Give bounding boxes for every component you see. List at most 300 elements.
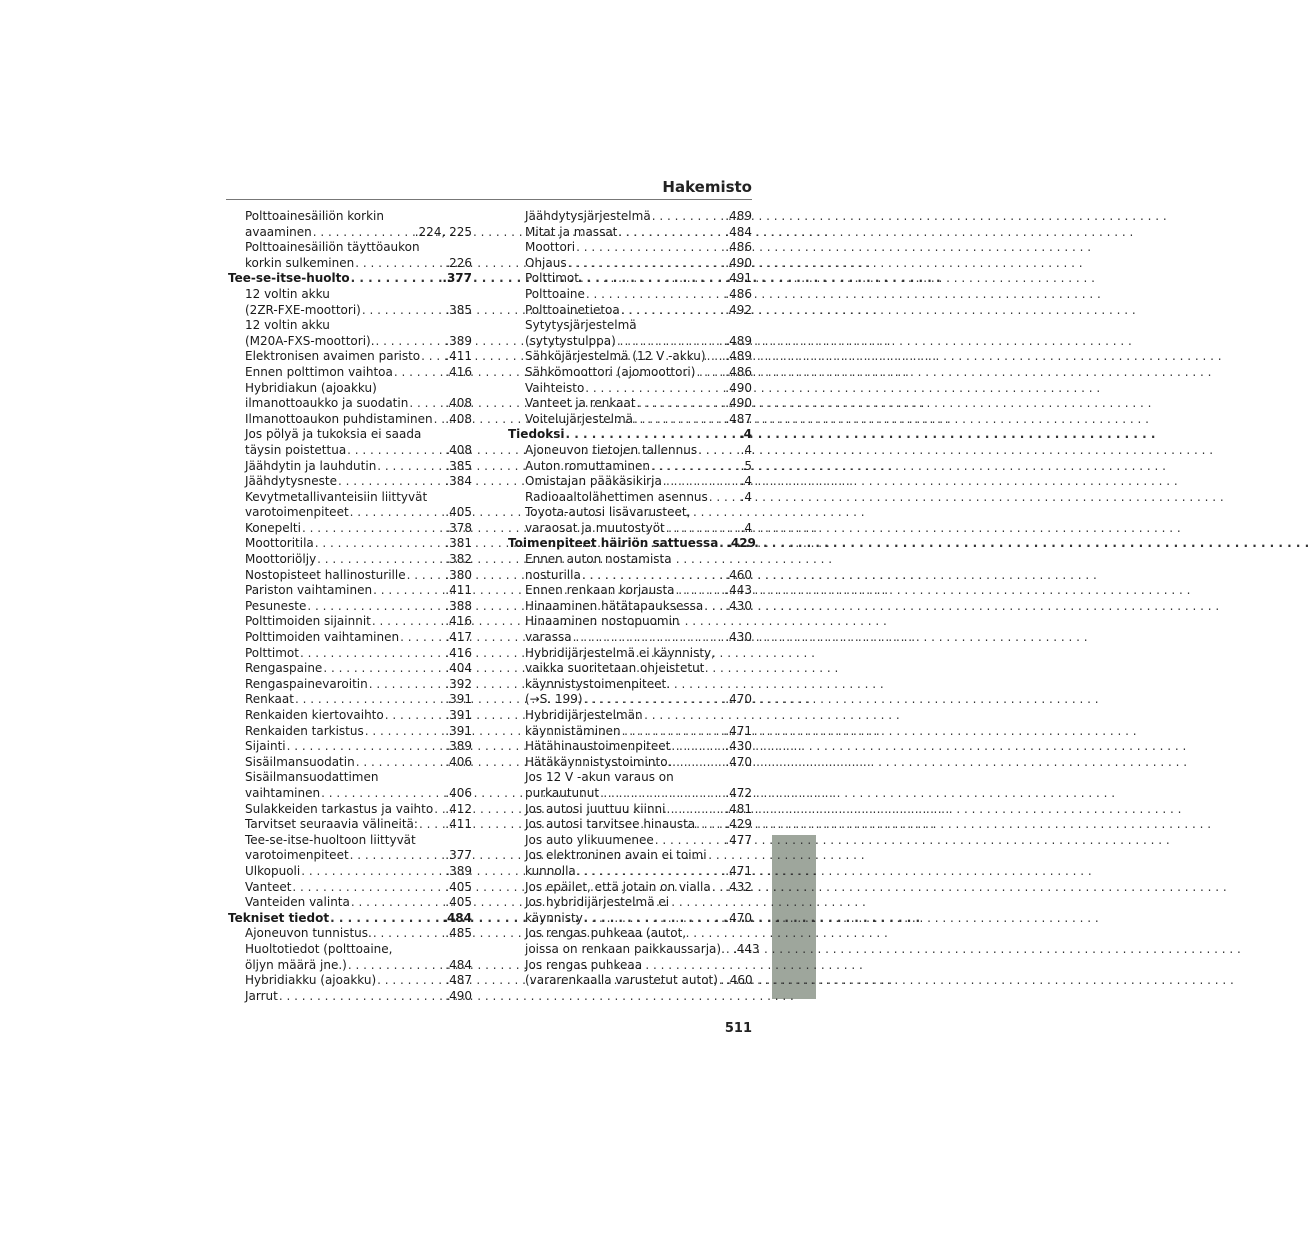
dot-leader [368, 677, 446, 693]
dot-leader [384, 708, 446, 724]
index-entry [228, 536, 472, 552]
page-ref: .470 [725, 754, 752, 769]
dot-leader [320, 786, 445, 802]
index-entry [508, 941, 760, 958]
index-entry [228, 833, 472, 849]
index-entry [508, 521, 752, 537]
dot-leader [666, 802, 726, 818]
index-entry [228, 802, 472, 818]
entry-text: Sijainti [245, 739, 286, 754]
entry-text: purkautunut [525, 785, 600, 800]
page-ref: .491 [725, 271, 752, 286]
page-ref: .412 [445, 801, 472, 816]
entry-text: Toimenpiteet häiriön sattuessa [508, 536, 719, 551]
index-heading [228, 911, 472, 927]
entry-text: Auton romuttaminen [525, 458, 650, 473]
page-ref: .484 [442, 910, 472, 925]
index-entry [508, 599, 752, 615]
index-entry [228, 583, 472, 599]
entry-text: Polttimoiden sijainnit [245, 614, 371, 629]
index-entry [228, 240, 472, 256]
dot-leader [633, 412, 725, 428]
entry-text: Sähkömoottori (ajomoottori) [525, 364, 696, 379]
dot-leader [433, 802, 445, 818]
entry-text: Hinaaminen hätätapauksessa [525, 598, 704, 613]
dot-leader [376, 973, 445, 989]
dot-leader [364, 724, 446, 740]
entry-text: Tee-se-itse-huolto [228, 271, 350, 286]
page-ref: .385 [445, 458, 472, 473]
dot-leader [706, 349, 726, 365]
page-ref: .490 [725, 255, 752, 270]
page-ref: .405 [445, 895, 472, 910]
index-entry [228, 412, 472, 428]
entry-text: (→S. 199) [525, 692, 583, 707]
index-entry [508, 614, 752, 630]
entry-text: Omistajan pääkäsikirja [525, 474, 662, 489]
dot-leader [349, 505, 446, 521]
entry-text: Rengaspaine [245, 661, 323, 676]
page-ref: .486 [725, 286, 752, 301]
section-title: Hakemisto [662, 178, 752, 196]
dot-leader [316, 552, 445, 568]
page-ref: .429 [725, 817, 752, 832]
dot-leader [294, 692, 445, 708]
entry-text: Radioaaltolähettimen asennus [525, 489, 708, 504]
index-heading [508, 536, 756, 552]
page-ref: .391 [445, 708, 472, 722]
index-entry [228, 568, 472, 584]
entry-text: kunnolla [525, 863, 576, 878]
page-ref: .389 [445, 863, 472, 878]
page-ref: .430 [725, 630, 752, 645]
page-ref: .5 [740, 458, 752, 473]
page-ref: .377 [445, 848, 472, 863]
dot-leader [636, 396, 726, 412]
dot-leader [291, 880, 445, 896]
index-entry [508, 583, 752, 599]
entry-text: Jarrut [245, 988, 278, 1003]
index-entry [508, 880, 752, 896]
entry-text: Vaihteisto [525, 380, 585, 395]
dot-leader [299, 646, 445, 662]
entry-text: vaikka suoritetaan ohjeistetut [525, 661, 705, 676]
entry-text: Jos autosi tarvitsee hinausta [525, 817, 696, 832]
index-entry [508, 817, 752, 833]
entry-text: Sisäilmansuodatin [245, 754, 355, 769]
entry-text: Ulkopuoli [245, 863, 301, 878]
index-entry [228, 490, 472, 506]
index-entry [508, 443, 752, 459]
dot-leader [695, 365, 725, 381]
entry-text: Ohjaus [525, 255, 567, 270]
index-entry [508, 505, 752, 521]
entry-text: Ajoneuvon tunnistus. [245, 926, 372, 941]
entry-text: Tee-se-itse-huoltoon liittyvät [245, 832, 416, 847]
page-ref: .470 [725, 692, 752, 707]
index-entry [228, 973, 472, 989]
page-ref: .408 [445, 442, 472, 457]
index-entry [228, 318, 472, 334]
entry-text: 12 voltin akku [245, 318, 330, 333]
index-entry [228, 396, 472, 412]
entry-text: Polttoainesäiliön korkin [245, 209, 384, 223]
entry-text: Polttoainetietoa [525, 302, 620, 317]
index-entry [508, 786, 752, 802]
page-ref: .391 [445, 692, 472, 707]
index-entry [228, 926, 472, 942]
page-ref: .460 [725, 567, 752, 582]
page-ref: .485 [445, 926, 472, 941]
dot-leader [711, 880, 726, 896]
dot-leader [662, 474, 741, 490]
entry-text: Sähköjärjestelmä (12 V -akku) [525, 349, 706, 364]
index-entry [508, 802, 752, 818]
entry-text: Voitelujärjestelmä [525, 411, 634, 426]
index-column-left [228, 209, 472, 1004]
index-entry [508, 833, 752, 849]
index-entry [228, 646, 472, 662]
index-entry [508, 349, 752, 365]
index-entry [228, 459, 472, 475]
entry-text: Pesuneste [245, 598, 307, 613]
entry-text: Huoltotiedot (polttoaine, [245, 941, 393, 956]
index-entry [228, 614, 472, 630]
entry-text: korkin sulkeminen [245, 255, 355, 270]
index-entry [228, 724, 472, 740]
index-entry [228, 942, 472, 958]
entry-text: Jos auto ylikuumenee [525, 832, 654, 847]
entry-text: avaaminen [245, 224, 312, 239]
dot-leader [337, 474, 445, 490]
page-ref: .486 [725, 364, 752, 379]
index-entry [228, 427, 472, 443]
index-entry [508, 412, 752, 428]
page-ref: .384 [445, 474, 472, 489]
dot-leader [572, 630, 726, 646]
index-entry [508, 303, 752, 319]
entry-text: varaosat ja muutostyöt [525, 520, 665, 535]
dot-leader [376, 459, 445, 475]
entry-text: Jos 12 V -akun varaus on [525, 770, 674, 785]
index-entry [228, 552, 472, 568]
entry-text: Ennen renkaan korjausta [525, 583, 675, 598]
index-entry [228, 817, 472, 833]
dot-leader [725, 942, 733, 958]
index-entry [508, 677, 752, 693]
entry-text: Vanteet [245, 879, 292, 894]
page-ref: .416 [445, 364, 472, 379]
dot-leader [620, 303, 726, 319]
page-ref: .430 [725, 739, 752, 754]
index-entry [228, 989, 472, 1005]
dot-leader [393, 365, 445, 381]
entry-text: Jäähdytin ja lauhdutin [245, 458, 377, 473]
dot-leader [695, 817, 725, 833]
dot-leader [617, 225, 725, 241]
dot-leader [670, 739, 725, 755]
entry-text: Moottori [525, 240, 576, 255]
index-heading [508, 427, 752, 443]
entry-text: (M20A-FXS-moottori). [245, 333, 375, 348]
entry-text: Hybridiakun (ajoakku) [245, 380, 377, 395]
index-entry [228, 303, 472, 319]
dot-leader [350, 895, 445, 911]
entry-text: Hätähinaustoimenpiteet [525, 739, 671, 754]
index-entry [508, 381, 752, 397]
dot-leader [697, 443, 740, 459]
page-ref: .404 [445, 661, 472, 676]
index-entry [508, 630, 752, 646]
dot-leader [406, 568, 446, 584]
page-ref: .385 [445, 302, 472, 317]
entry-text: Polttimot [525, 271, 579, 286]
page-ref: .486 [725, 240, 752, 255]
page-ref: .490 [725, 396, 752, 411]
index-entry [228, 381, 472, 397]
entry-text: Konepelti [245, 520, 301, 535]
page-ref: .484 [725, 224, 752, 239]
page-ref: .411 [445, 817, 472, 832]
index-entry [508, 459, 752, 475]
index-entry [508, 848, 752, 864]
dot-leader [576, 864, 726, 880]
page-ref: .408 [445, 396, 472, 411]
page-ref: .408 [445, 411, 472, 426]
index-entry [508, 911, 752, 927]
entry-text: Jos rengas puhkeaa [525, 957, 643, 972]
entry-text: Polttimoiden vaihtaminen [245, 630, 400, 645]
index-entry [228, 848, 472, 864]
index-entry [508, 225, 752, 241]
page-ref: .487 [725, 411, 752, 426]
page-ref: .477 [725, 832, 752, 847]
index-entry [508, 474, 752, 490]
dot-leader [650, 459, 741, 475]
dot-leader [322, 661, 445, 677]
entry-text: Toyota-autosi lisävarusteet, [525, 505, 691, 520]
dot-leader [703, 599, 725, 615]
index-entry [508, 958, 752, 974]
index-entry [508, 708, 752, 724]
dot-leader [361, 303, 445, 319]
dot-leader [306, 599, 445, 615]
entry-text: Sulakkeiden tarkastus ja vaihto [245, 801, 434, 816]
dot-leader [708, 490, 741, 506]
entry-text: Kevytmetallivanteisiin liittyvät [245, 489, 428, 504]
page-ref: .443 [732, 941, 760, 956]
dot-leader [278, 989, 445, 1005]
entry-text: käynnistäminen [525, 723, 621, 738]
entry-text: Renkaiden tarkistus [245, 723, 364, 738]
entry-text: (2ZR-FXE-moottori) [245, 302, 361, 317]
entry-text: 12 voltin akku [245, 286, 330, 301]
entry-text: varotoimenpiteet [245, 505, 349, 520]
page-ref: .416 [445, 614, 472, 629]
page-ref: .481 [725, 801, 752, 816]
entry-text: Polttoaine [525, 286, 585, 301]
dot-leader [347, 958, 445, 974]
index-entry [508, 973, 752, 989]
index-entry [228, 443, 472, 459]
entry-text: Jos rengas puhkeaa (autot, [525, 926, 687, 941]
dot-leader [355, 755, 446, 771]
index-entry [508, 490, 752, 506]
page-ref: .4 [740, 520, 752, 535]
entry-text: Rengaspainevaroitin [245, 676, 368, 691]
page-ref: .389 [445, 739, 472, 754]
page-ref: .406 [445, 754, 472, 769]
dot-leader [584, 381, 725, 397]
entry-text: Ennen polttimon vaihtoa [245, 364, 393, 379]
index-entry [508, 739, 752, 755]
page-ref: .460 [725, 973, 753, 988]
dot-leader [372, 583, 445, 599]
index-entry [508, 287, 752, 303]
entry-text: Jos hybridijärjestelmä ei [525, 895, 670, 910]
entry-text: Jos pölyä ja tukoksia ei saada [245, 427, 422, 442]
index-entry [228, 692, 472, 708]
entry-text: täysin poistettua [245, 442, 347, 457]
index-entry [508, 552, 752, 568]
entry-text: Moottoriöljy [245, 552, 317, 567]
index-entry [228, 474, 472, 490]
page-ref: .430 [725, 598, 752, 613]
entry-text: Polttimot [245, 645, 299, 660]
index-entry [508, 240, 752, 256]
index-entry [228, 770, 472, 786]
index-entry [228, 599, 472, 615]
page-ref: .471 [725, 723, 752, 738]
entry-text: Jos autosi juuttuu kiinni [525, 801, 666, 816]
entry-text: nosturilla [525, 567, 581, 582]
entry-text: Tarvitset seuraavia välineitä: [245, 817, 418, 832]
dot-leader [565, 427, 740, 443]
entry-text: käynnisty [525, 910, 583, 925]
entry-text: Ajoneuvon tietojen tallennus [525, 442, 698, 457]
page-ref: .388 [445, 598, 472, 613]
index-heading [228, 271, 472, 287]
index-entry [228, 630, 472, 646]
index-column-right [508, 209, 760, 989]
index-entry [508, 646, 752, 662]
dot-leader [286, 739, 446, 755]
page-ref: .489 [725, 349, 752, 364]
dot-leader [621, 724, 726, 740]
entry-text: Renkaiden kiertovaihto [245, 708, 384, 722]
dot-leader [675, 583, 726, 599]
page-ref: .391 [445, 723, 472, 738]
page-ref: .389 [445, 333, 472, 348]
entry-text: (sytytystulppa) [525, 333, 616, 348]
entry-text: Renkaat [245, 692, 294, 707]
page-ref: .4 [739, 427, 752, 442]
index-entry [228, 225, 472, 241]
page-ref: .378 [445, 520, 472, 535]
dot-leader [575, 240, 725, 256]
dot-leader [314, 536, 445, 552]
page-ref: .4 [740, 489, 752, 504]
entry-text: ilmanottoaukko ja suodatin [245, 396, 409, 411]
dot-leader [312, 225, 415, 241]
page-ref: .405 [445, 879, 472, 894]
dot-leader [581, 568, 725, 584]
dot-leader [567, 256, 726, 272]
page-ref: .380 [445, 567, 472, 582]
dot-leader [371, 614, 445, 630]
dot-leader [583, 911, 725, 927]
entry-text: Sytytysjärjestelmä [525, 318, 637, 333]
entry-text: Tekniset tiedot [228, 910, 330, 925]
dot-leader [372, 926, 445, 942]
entry-text: Jos elektroninen avain ei toimi [525, 848, 707, 863]
dot-leader [718, 973, 726, 989]
entry-text: Polttoainesäiliön täyttöaukon [245, 240, 420, 255]
entry-text: Tiedoksi [508, 427, 565, 442]
page-ref: .382 [445, 552, 472, 567]
entry-text: Hybridijärjestelmän [525, 708, 643, 722]
page-ref: .490 [445, 988, 472, 1003]
page-ref: .224, 225 [414, 224, 472, 239]
index-entry [228, 334, 472, 350]
page-ref: .432 [725, 879, 752, 894]
dot-leader [671, 755, 725, 771]
index-entry [508, 724, 752, 740]
index-entry [228, 365, 472, 381]
entry-text: Vanteet ja renkaat [525, 396, 636, 411]
entry-text: Ennen auton nostamista [525, 552, 672, 567]
dot-leader [329, 911, 442, 927]
page-ref: .411 [445, 583, 472, 598]
entry-text: Jos epäilet, että jotain on vialla [525, 879, 711, 894]
dot-leader [354, 256, 445, 272]
page-ref: .4 [740, 442, 752, 457]
page-ref: .484 [445, 957, 472, 972]
dot-leader [651, 209, 726, 225]
entry-text: Pariston vaihtaminen [245, 583, 373, 598]
dot-leader [579, 271, 725, 287]
dot-leader [399, 630, 445, 646]
dot-leader [616, 334, 725, 350]
dot-leader [599, 786, 725, 802]
entry-text: Hinaaminen nostopuomin [525, 614, 680, 629]
index-entry [508, 318, 752, 334]
dot-leader [375, 334, 446, 350]
page-ref: .487 [445, 973, 472, 988]
dot-leader [420, 349, 445, 365]
entry-text: Jäähdytysneste [245, 474, 337, 489]
index-entry [228, 864, 472, 880]
entry-text: (vararenkaalla varustetut autot) [525, 973, 718, 988]
entry-text: varotoimenpiteet [245, 848, 349, 863]
index-entry [508, 334, 752, 350]
index-entry [228, 505, 472, 521]
page-ref: .406 [445, 785, 472, 800]
index-entry [228, 349, 472, 365]
index-entry [508, 365, 752, 381]
page-ref: .381 [445, 536, 472, 551]
page-ref: .405 [445, 505, 472, 520]
index-entry [228, 256, 472, 272]
index-entry [508, 396, 752, 412]
page-ref: .472 [725, 785, 752, 800]
dot-leader [300, 864, 445, 880]
index-entry [508, 661, 752, 677]
page-ref: .489 [725, 209, 752, 223]
page-ref: .411 [445, 349, 472, 364]
dot-leader [346, 443, 445, 459]
page-ref: .226 [445, 255, 472, 270]
